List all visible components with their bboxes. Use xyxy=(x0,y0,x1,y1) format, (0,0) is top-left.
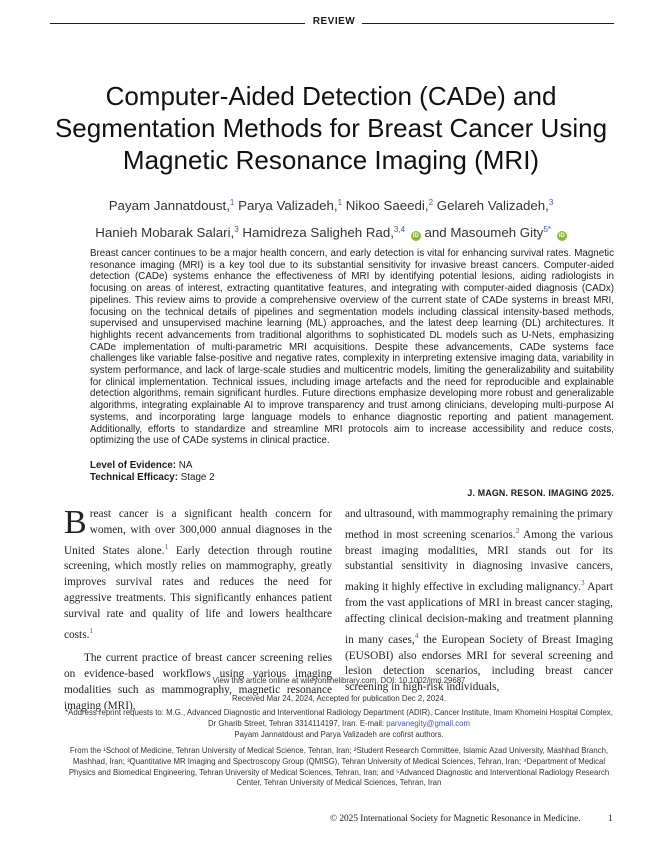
body-paragraph: The current practice of breast cancer screening relies on evidence-based workflows using various imaging modalities such as mammography, magnetic resonance imaging (MRI), xyxy=(64,651,332,712)
citation-link[interactable]: 4 xyxy=(414,630,419,640)
evidence-value: NA xyxy=(178,460,193,471)
technical-efficacy xyxy=(90,472,215,484)
affiliation-ref[interactable]: 3 xyxy=(548,198,554,207)
level-of-evidence xyxy=(90,460,192,472)
article-title: Computer-Aided Detection (CADe) and Segmentation Methods for Breast Cancer Using Magnetic Resonance Imaging (MRI) xyxy=(54,81,608,175)
orcid-icon[interactable]: iD xyxy=(558,233,565,239)
body-text: Apart from the vast applications of MRI in breast cancer staging, affecting clinical decision-making and treatment planning in many cases, xyxy=(345,581,613,646)
body-text: reast cancer is a significant health concern for women, with over 300,000 annual diagnoses in the United States alone. xyxy=(64,508,332,557)
author-name[interactable]: Parya Valizadeh, xyxy=(238,198,338,213)
header-rule-left xyxy=(50,23,305,24)
efficacy-value: Stage 2 xyxy=(180,472,215,483)
online-notice: View this article online at wileyonlinelibrary.com. DOI: 10.1002/jmri.29687 xyxy=(212,676,466,685)
author-name[interactable]: Nikoo Saeedi, xyxy=(345,198,429,213)
citation-link[interactable]: 3 xyxy=(580,578,585,588)
author-name[interactable]: and Masoumeh Gity xyxy=(424,225,544,240)
copyright-notice: © 2025 International Society for Magnetic Resonance in Medicine. xyxy=(330,814,581,824)
body-text: and ultrasound, with mammography remaining the primary method in most screening scenarios. xyxy=(345,508,613,541)
affiliation-ref[interactable]: 5* xyxy=(543,225,552,234)
cofirst-note: Payam Jannatdoust and Parya Valizadeh are cofirst authors. xyxy=(234,730,444,739)
drop-cap: B xyxy=(64,504,87,541)
author-name[interactable]: Gelareh Valizadeh, xyxy=(436,198,549,213)
journal-reference: J. MAGN. RESON. IMAGING 2025. xyxy=(467,488,614,498)
body-column-right xyxy=(345,507,613,696)
received-dates: Received Mar 24, 2024, Accepted for publication Dec 2, 2024. xyxy=(231,694,447,703)
author-name[interactable]: Hanieh Mobarak Salari, xyxy=(95,225,235,240)
evidence-label: Level of Evidence: xyxy=(90,460,177,471)
page-number: 1 xyxy=(608,814,613,824)
orcid-icon[interactable]: iD xyxy=(412,233,419,239)
body-text: the European Society of Breast Imaging (EUSOBI) also endorses MRI for several screening and lesion detection scenarios, including breast cancer screening in high-risk individuals, xyxy=(345,633,613,694)
email-link[interactable]: parvanegity@gmail.com xyxy=(386,718,471,728)
reprint-address xyxy=(64,708,614,730)
efficacy-label: Technical Efficacy: xyxy=(90,472,179,483)
citation-link[interactable]: 1 xyxy=(89,626,94,636)
author-line-1 xyxy=(60,191,602,218)
author-list xyxy=(60,191,602,245)
abstract: Breast cancer continues to be a major health concern, and early detection is vital for enhancing survival rates. Magnetic resonance imaging (MRI) is a key tool due to its substantial sensitivity for invasive breast cancers. Computer-aided detection (CADe) systems enhance the effectiveness of MRI by identifying potential lesions, aiding radiologists in focusing on areas of interest, extracting quantitative features, and integrating with computer-aided diagnosis (CADx) pipelines. This review aims to provide a comprehensive overview of the current state of CADe systems in breast MRI, focusing on the technical details of pipelines and segmentation models including classical intensity-based methods, supervised and unsupervised machine learning (ML) approaches, and the latest deep learning (DL) architectures. It highlights recent advancements from traditional algorithms to sophisticated DL models such as U-Nets, emphasizing CADe implementation of multi-parametric MRI acquisitions. Despite these advancements, CADe systems face challenges like variable false-positive and negative rates, complexity in interpreting extensive imaging data, variability in system performance, and lack of large-scale studies and multicentric models, limiting the generalizability and suitability for clinical implementation. Technical issues, including image artefacts and the need for reproducible and explainable detection algorithms, remain significant hurdles. Future directions emphasize developing more robust and generalizable algorithms, integrating explainable AI to improve transparency and trust among clinicians, developing multi-purpose AI systems, and incorporating large language models to enhance diagnostic reporting and patient management. Additionally, efforts to standardize and streamline MRI protocols aim to increase accessibility and reduce costs, optimizing the use of CADe systems in clinical practice. xyxy=(90,248,614,447)
address-text: *Address reprint requests to: M.G., Advanced Diagnostic and Interventional Radiology Department (ADIR), Cancer Institute, Imam Khomeini Hospital Complex, Dr Gharib Street, Tehran 3314114197, Iran. E-mail: xyxy=(65,708,613,728)
affiliations: From the ¹School of Medicine, Tehran University of Medical Science, Tehran, Iran; ²Student Research Committee, Islamic Azad University, Mashhad Branch, Mashhad, Iran; ³Quantitative MR Imaging and Spectroscopy Group (QMISG), Tehran University of Medical Sciences, Tehran, Iran; ⁴Department of Medical Physics and Biomedical Engineering, Tehran University of Medical Sciences, Tehran, Iran; and ⁵Advanced Diagnostic and Interventional Radiology Research Center, Tehran University of Medical Sciences, Tehran, Iran xyxy=(68,746,610,788)
affiliation-ref[interactable]: 3 xyxy=(234,225,239,234)
author-line-2 xyxy=(60,218,602,245)
body-text: Early detection through routine screening, which mostly relies on mammography, greatly improves survival rates and reduces the need for aggressive treatments. This significantly enhances patient survival rate and quality of life and lowers healthcare costs. xyxy=(64,544,333,641)
affiliation-ref[interactable]: 2 xyxy=(428,198,434,207)
affiliation-ref[interactable]: 3,4 xyxy=(393,225,406,234)
author-name[interactable]: Payam Jannatdoust, xyxy=(108,198,230,213)
header-rule-right xyxy=(362,23,614,24)
body-text: Among the various breast imaging modalities, MRI stands out for its substantial sensitivity in diagnosing invasive cancers, making it highly effective in excluding malignancy. xyxy=(345,528,613,594)
author-name[interactable]: Hamidreza Saligheh Rad, xyxy=(242,225,394,240)
section-label: REVIEW xyxy=(312,16,356,27)
affiliation-ref[interactable]: 1 xyxy=(337,198,343,207)
citation-link[interactable]: 1 xyxy=(164,541,169,551)
affiliation-ref[interactable]: 1 xyxy=(229,198,235,207)
body-paragraph xyxy=(64,504,333,644)
citation-link[interactable]: 2 xyxy=(515,525,520,535)
body-paragraph xyxy=(345,507,613,696)
